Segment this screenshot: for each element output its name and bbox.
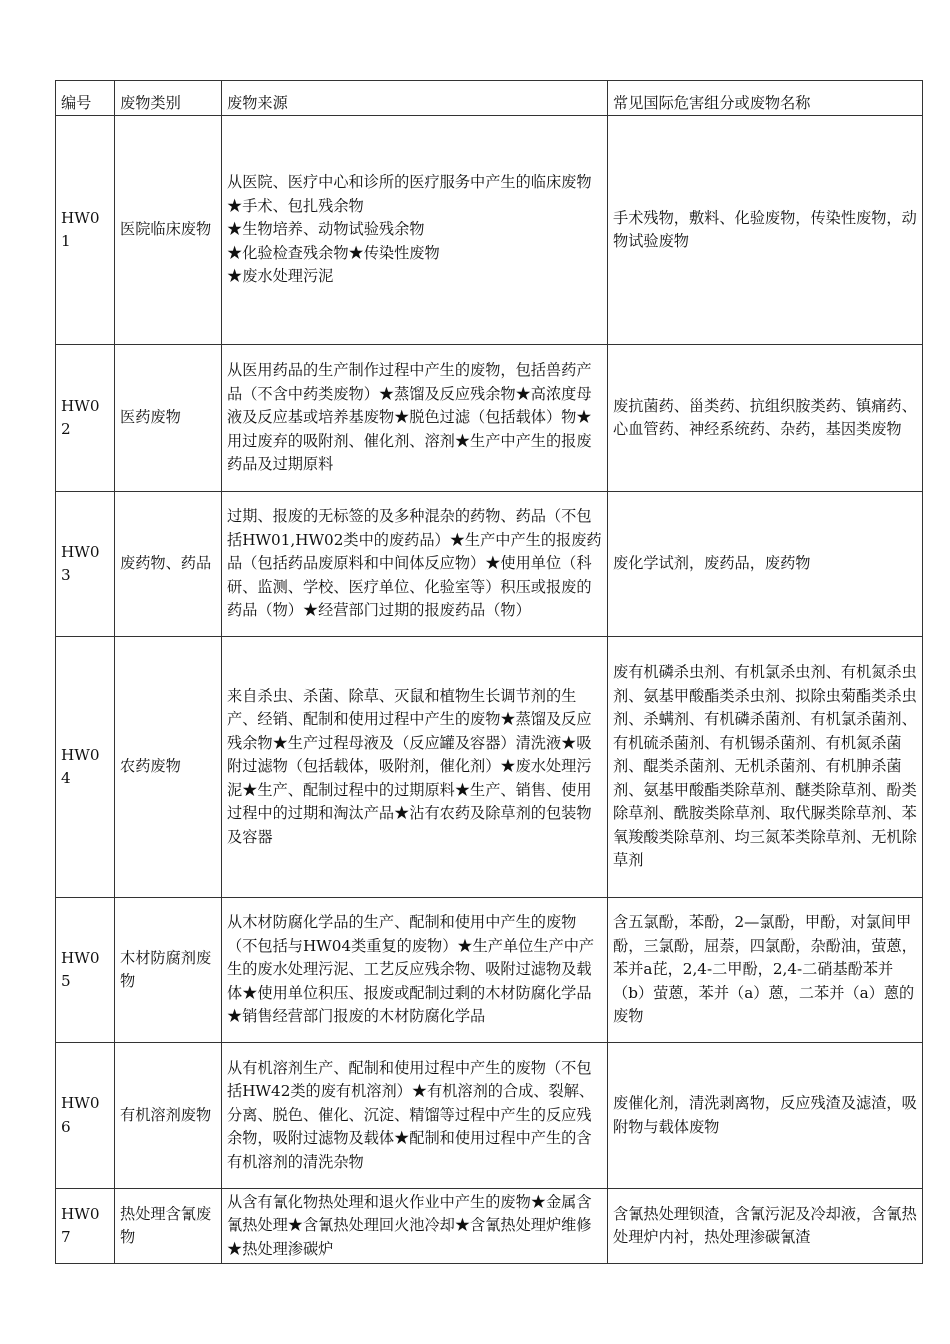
row-category: 医药废物 (115, 345, 222, 492)
row-components: 废有机磷杀虫剂、有机氯杀虫剂、有机氮杀虫剂、氨基甲酸酯类杀虫剂、拟除虫菊酯类杀虫剂、杀螨剂、有机磷杀菌剂、有机氯杀菌剂、有机硫杀菌剂、有机锡杀菌剂、有机氮杀菌剂、醌类杀菌剂、无机杀菌剂、有机胂杀菌剂、氨基甲酸酯类除草剂、醚类除草剂、酚类除草剂、酰胺类除草剂、取代脲类除草剂、苯氧羧酸类除草剂、均三氮苯类除草剂、无机除草剂 (608, 637, 923, 898)
table-row (56, 1043, 923, 1189)
row-category: 农药废物 (115, 637, 222, 898)
row-source (222, 116, 608, 345)
row-code: HW03 (56, 492, 115, 637)
row-category: 废药物、药品 (115, 492, 222, 637)
source-line: ★化验检查残余物★传染性废物 (227, 243, 440, 262)
row-code: HW02 (56, 345, 115, 492)
row-components: 手术残物，敷料、化验废物，传染性废物，动物试验废物 (608, 116, 923, 345)
row-category: 医院临床废物 (115, 116, 222, 345)
table-row (56, 345, 923, 492)
row-source: 从医用药品的生产制作过程中产生的废物，包括兽药产品（不含中药类废物）★蒸馏及反应残余物★高浓度母液及反应基或培养基废物★脱色过滤（包括载体）物★用过废弃的吸附剂、催化剂、溶剂★生产中产生的报废药品及过期原料 (222, 345, 608, 492)
table-row (56, 492, 923, 637)
row-components: 含五氯酚，苯酚，2—氯酚，甲酚，对氯间甲酚，三氯酚，屈萘，四氯酚，杂酚油，萤蒽，苯并a芘，2,4-二甲酚，2,4-二硝基酚苯并（b）萤蒽，苯并（a）蒽，二苯并（a）蒽的废物 (608, 898, 923, 1043)
row-source: 从含有氰化物热处理和退火作业中产生的废物★金属含氰热处理★含氰热处理回火池冷却★含氰热处理炉维修★热处理渗碳炉 (222, 1189, 608, 1264)
row-category: 木材防腐剂废物 (115, 898, 222, 1043)
table-header-row (56, 81, 923, 116)
row-code: HW07 (56, 1189, 115, 1264)
header-components: 常见国际危害组分或废物名称 (608, 81, 923, 116)
row-source: 从木材防腐化学品的生产、配制和使用中产生的废物（不包括与HW04类重复的废物）★生产单位生产中产生的废水处理污泥、工艺反应残余物、吸附过滤物及载体★使用单位积压、报废或配制过剩的木材防腐化学品★销售经营部门报废的木材防腐化学品 (222, 898, 608, 1043)
row-source: 过期、报废的无标签的及多种混杂的药物、药品（不包括HW01,HW02类中的废药品）★生产中产生的报废药品（包括药品废原料和中间体反应物）★使用单位（科研、监测、学校、医疗单位、化验室等）积压或报废的药品（物）★经营部门过期的报废药品（物） (222, 492, 608, 637)
source-line: ★手术、包扎残余物 (227, 196, 364, 215)
row-category: 热处理含氰废物 (115, 1189, 222, 1264)
source-line: ★废水处理污泥 (227, 267, 334, 286)
row-source: 从有机溶剂生产、配制和使用过程中产生的废物（不包括HW42类的废有机溶剂）★有机溶剂的合成、裂解、分离、脱色、催化、沉淀、精馏等过程中产生的反应残余物，吸附过滤物及载体★配制和使用过程中产生的含有机溶剂的清洗杂物 (222, 1043, 608, 1189)
row-components: 废化学试剂，废药品，废药物 (608, 492, 923, 637)
source-line: 从医院、医疗中心和诊所的医疗服务中产生的临床废物 (227, 173, 592, 192)
row-components: 废催化剂，清洗剥离物，反应残渣及滤渣，吸附物与载体废物 (608, 1043, 923, 1189)
row-category: 有机溶剂废物 (115, 1043, 222, 1189)
row-source: 来自杀虫、杀菌、除草、灭鼠和植物生长调节剂的生产、经销、配制和使用过程中产生的废物★蒸馏及反应残余物★生产过程母液及（反应罐及容器）清洗液★吸附过滤物（包括载体，吸附剂，催化剂）★废水处理污泥★生产、配制过程中的过期原料★生产、销售、使用过程中的过期和淘汰产品★沾有农药及除草剂的包装物及容器 (222, 637, 608, 898)
source-line: ★生物培养、动物试验残余物 (227, 220, 425, 239)
header-category: 废物类别 (115, 81, 222, 116)
table-row (56, 637, 923, 898)
header-code: 编号 (56, 81, 115, 116)
table-row (56, 1189, 923, 1264)
waste-table (55, 80, 923, 1264)
row-code: HW04 (56, 637, 115, 898)
row-code: HW05 (56, 898, 115, 1043)
row-components: 含氰热处理钡渣，含氰污泥及冷却液，含氰热处理炉内衬，热处理渗碳氰渣 (608, 1189, 923, 1264)
row-components: 废抗菌药、甾类药、抗组织胺类药、镇痛药、心血管药、神经系统药、杂药，基因类废物 (608, 345, 923, 492)
row-code: HW06 (56, 1043, 115, 1189)
header-source: 废物来源 (222, 81, 608, 116)
table-row (56, 116, 923, 345)
row-code: HW01 (56, 116, 115, 345)
table-row (56, 898, 923, 1043)
